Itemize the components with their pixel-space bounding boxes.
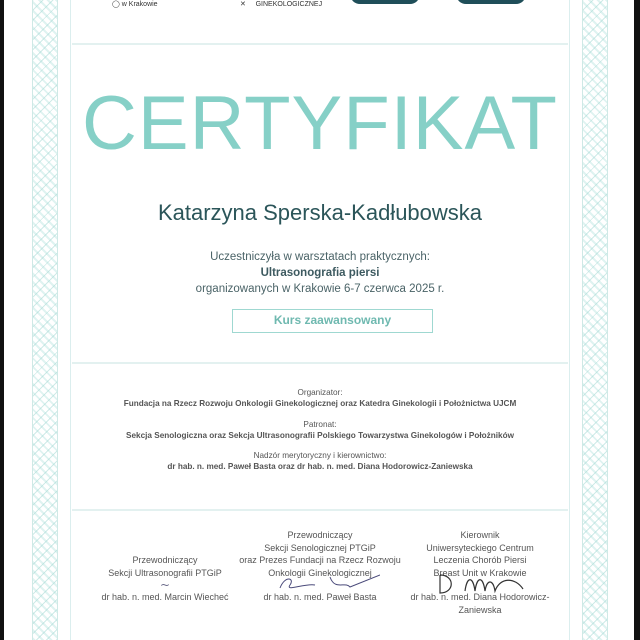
signatory-name: dr hab. n. med. Marcin Wiecheć — [101, 592, 229, 602]
signatory-3 — [390, 529, 570, 616]
logo-badge — [456, 0, 526, 4]
patronage-value: Sekcja Senologiczna oraz Sekcja Ultrasonografii Polskiego Towarzystwa Ginekologów i Położników — [126, 431, 514, 440]
guilloche-border-left — [32, 0, 58, 640]
signature: ~ — [159, 578, 171, 592]
logo-text: w Krakowie — [121, 1, 158, 8]
signatory-role: Kierownik — [460, 530, 500, 540]
certificate-title: CERTYFIKAT — [82, 81, 558, 166]
signatory-role: Przewodniczący — [287, 530, 353, 540]
signature — [230, 579, 410, 591]
divider — [72, 509, 568, 511]
signature — [390, 579, 570, 591]
supervision-label: Nadzór merytoryczny i kierownictwo: — [253, 451, 387, 460]
signatory-1 — [80, 554, 250, 604]
divider — [72, 43, 568, 45]
logo-text: GINEKOLOGICZNEJ — [255, 1, 323, 8]
signatory-role: Uniwersyteckiego Centrum — [426, 542, 534, 553]
scan-edge-right — [634, 0, 640, 640]
signatory-2 — [230, 529, 410, 604]
signatory-name: dr hab. n. med. Paweł Basta — [263, 592, 377, 602]
course-level-badge: Kurs zaawansowany — [232, 309, 433, 333]
supervision-value: dr hab. n. med. Paweł Basta oraz dr hab. n. med. Diana Hodorowicz-Zaniewska — [167, 462, 473, 471]
signatory-name: dr hab. n. med. Diana Hodorowicz-Zaniewska — [410, 592, 550, 615]
signatory-role: Breast Unit w Krakowie — [433, 567, 527, 578]
signatory-role: oraz Prezes Fundacji na Rzecz Rozwoju — [239, 555, 401, 565]
intro-text: Uczestniczyła w warsztatach praktycznych: — [210, 251, 430, 263]
scan-edge-left — [0, 0, 4, 640]
participant-name: Katarzyna Sperska-Kadłubowska — [157, 200, 483, 225]
guilloche-border-right — [582, 0, 608, 640]
logo-badge — [350, 0, 420, 4]
signatory-role: Sekcji Senologicznej PTGiP — [264, 542, 376, 553]
signatory-role: Sekcji Ultrasonografii PTGiP — [108, 567, 222, 578]
signatory-role: Przewodniczący — [132, 555, 198, 565]
organizer-label: Organizator: — [297, 388, 343, 397]
workshop-title: Ultrasonografia piersi — [260, 267, 380, 279]
place-date: organizowanych w Krakowie 6-7 czerwca 2025 r. — [195, 283, 445, 295]
logo-university: ◯ w Krakowie — [112, 1, 158, 8]
divider — [72, 362, 568, 364]
logo-foundation: ✕ GINEKOLOGICZNEJ — [240, 1, 323, 8]
patronage-label: Patronat: — [303, 420, 337, 429]
signatory-role: Onkologii Ginekologicznej — [268, 567, 372, 578]
signatory-role: Leczenia Chorób Piersi — [433, 555, 527, 565]
organizer-value: Fundacja na Rzecz Rozwoju Onkologii Ginekologicznej oraz Katedra Ginekologii i Położnictwa UJCM — [123, 399, 517, 408]
